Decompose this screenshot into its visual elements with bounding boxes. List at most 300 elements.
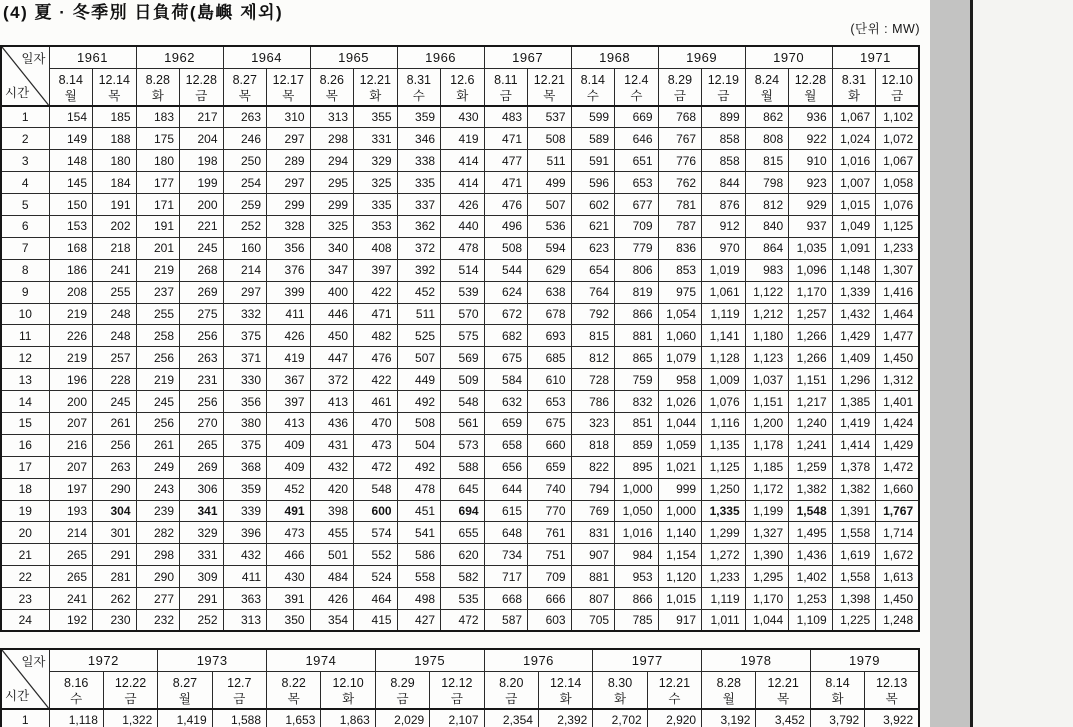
weekday-label: 금 [673, 88, 686, 103]
load-cell: 356 [267, 237, 311, 259]
load-cell: 751 [528, 544, 572, 566]
year-header: 1979 [810, 649, 919, 671]
load-cell: 398 [310, 500, 354, 522]
hour-label: 18 [1, 478, 49, 500]
load-cell: 1,016 [615, 522, 659, 544]
date-label: 12.17 [272, 72, 304, 87]
weekday-label: 월 [178, 691, 191, 706]
load-cell: 420 [310, 478, 354, 500]
load-cell: 409 [267, 434, 311, 456]
load-cell: 446 [310, 303, 354, 325]
load-cell: 1,217 [789, 391, 833, 413]
load-cell: 290 [93, 478, 137, 500]
date-label: 12.6 [450, 72, 475, 87]
corner-hour-label: 시간 [5, 86, 30, 100]
weekday-label: 금 [450, 691, 463, 706]
load-cell: 471 [354, 303, 398, 325]
load-cell: 1,180 [745, 325, 789, 347]
load-cell: 1,863 [321, 709, 375, 727]
load-cell: 291 [180, 588, 224, 610]
load-cell: 477 [484, 150, 528, 172]
load-cell: 858 [702, 128, 746, 150]
load-cell: 1,241 [789, 434, 833, 456]
load-cell: 1,076 [876, 194, 920, 216]
load-cell: 391 [267, 588, 311, 610]
load-cell: 1,079 [658, 347, 702, 369]
load-cell: 197 [49, 478, 93, 500]
load-cell: 397 [354, 259, 398, 281]
load-cell: 248 [93, 325, 137, 347]
load-cell: 168 [49, 237, 93, 259]
load-cell: 535 [441, 588, 485, 610]
load-cell: 191 [136, 215, 180, 237]
load-cell: 599 [571, 106, 615, 128]
load-cell: 392 [397, 259, 441, 281]
load-cell: 1,240 [789, 412, 833, 434]
load-cell: 265 [49, 566, 93, 588]
load-cell: 431 [310, 434, 354, 456]
load-cell: 798 [745, 172, 789, 194]
load-cell: 693 [528, 325, 572, 347]
load-cell: 1,054 [658, 303, 702, 325]
load-cell: 866 [615, 303, 659, 325]
load-cell: 761 [528, 522, 572, 544]
load-cell: 1,401 [876, 391, 920, 413]
load-cell: 658 [484, 434, 528, 456]
hour-label: 3 [1, 150, 49, 172]
load-cell: 694 [441, 500, 485, 522]
load-cell: 207 [49, 412, 93, 434]
load-cell: 876 [702, 194, 746, 216]
table-row [1, 522, 919, 544]
load-cell: 929 [789, 194, 833, 216]
load-cell: 574 [354, 522, 398, 544]
load-cell: 1,402 [789, 566, 833, 588]
load-cell: 865 [615, 347, 659, 369]
load-cell: 1,266 [789, 347, 833, 369]
load-cell: 812 [571, 347, 615, 369]
date-header [103, 671, 157, 709]
weekday-label: 화 [151, 88, 164, 103]
hour-label: 14 [1, 391, 49, 413]
load-cell: 1,125 [702, 456, 746, 478]
load-cell: 682 [484, 325, 528, 347]
load-cell: 812 [745, 194, 789, 216]
load-cell: 569 [441, 347, 485, 369]
table-row [1, 456, 919, 478]
date-label: 12.21 [359, 72, 391, 87]
load-cell: 818 [571, 434, 615, 456]
load-cell: 298 [136, 544, 180, 566]
hour-label: 20 [1, 522, 49, 544]
load-cell: 297 [223, 281, 267, 303]
load-cell: 426 [441, 194, 485, 216]
date-label: 12.14 [549, 675, 582, 690]
load-cell: 1,154 [658, 544, 702, 566]
load-cell: 659 [528, 456, 572, 478]
load-cell: 544 [484, 259, 528, 281]
load-cell: 331 [180, 544, 224, 566]
load-cell: 591 [571, 150, 615, 172]
load-cell: 536 [528, 215, 572, 237]
corner-cell [1, 649, 49, 709]
load-cell: 1,059 [658, 434, 702, 456]
weekday-label: 금 [891, 88, 904, 103]
load-cell: 306 [180, 478, 224, 500]
load-cell: 836 [658, 237, 702, 259]
load-cell: 282 [136, 522, 180, 544]
load-cell: 1,011 [702, 609, 746, 631]
load-cell: 660 [528, 434, 572, 456]
load-cell: 214 [223, 259, 267, 281]
load-cell: 256 [136, 412, 180, 434]
load-cell: 472 [354, 456, 398, 478]
weekday-label: 월 [722, 691, 735, 706]
load-cell: 1,429 [832, 325, 876, 347]
year-header: 1974 [267, 649, 376, 671]
load-cell: 1,141 [702, 325, 746, 347]
date-label: 8.26 [319, 72, 344, 87]
load-cell: 1,067 [876, 150, 920, 172]
load-cell: 330 [223, 369, 267, 391]
load-cell: 289 [267, 150, 311, 172]
weekday-label: 화 [559, 691, 572, 706]
load-cell: 325 [354, 172, 398, 194]
weekday-label: 화 [456, 88, 469, 103]
load-cell: 740 [528, 478, 572, 500]
load-cell: 492 [397, 456, 441, 478]
load-cell: 339 [223, 500, 267, 522]
load-cell: 323 [571, 412, 615, 434]
load-cell: 258 [136, 325, 180, 347]
load-cell: 669 [615, 106, 659, 128]
hour-label: 22 [1, 566, 49, 588]
load-cell: 237 [136, 281, 180, 303]
year-header: 1976 [484, 649, 593, 671]
date-header [49, 68, 93, 106]
date-label: 8.29 [667, 72, 693, 87]
load-cell: 514 [441, 259, 485, 281]
hour-label: 21 [1, 544, 49, 566]
load-cell: 675 [484, 347, 528, 369]
load-cell: 476 [484, 194, 528, 216]
load-cell: 245 [180, 237, 224, 259]
date-header [397, 68, 441, 106]
load-cell: 1,390 [745, 544, 789, 566]
load-cell: 281 [93, 566, 137, 588]
load-cell: 207 [49, 456, 93, 478]
load-cell: 705 [571, 609, 615, 631]
load-cell: 1,253 [789, 588, 833, 610]
hour-label: 17 [1, 456, 49, 478]
load-cell: 148 [49, 150, 93, 172]
load-cell: 1,385 [832, 391, 876, 413]
load-cell: 666 [528, 588, 572, 610]
date-header [484, 671, 538, 709]
load-cell: 399 [267, 281, 311, 303]
load-cell: 354 [310, 609, 354, 631]
load-cell: 768 [658, 106, 702, 128]
weekday-label: 화 [831, 691, 844, 706]
load-cell: 769 [571, 500, 615, 522]
load-cell: 304 [93, 500, 137, 522]
load-cell: 245 [136, 391, 180, 413]
date-label: 8.16 [64, 675, 89, 690]
load-cell: 1,058 [876, 172, 920, 194]
load-cell: 815 [571, 325, 615, 347]
load-cell: 912 [702, 215, 746, 237]
load-cell: 654 [571, 259, 615, 281]
date-header [528, 68, 572, 106]
load-cell: 623 [571, 237, 615, 259]
load-cell: 548 [441, 391, 485, 413]
load-cell: 548 [354, 478, 398, 500]
date-header [267, 671, 321, 709]
load-cell: 1,672 [876, 544, 920, 566]
load-cell: 396 [223, 522, 267, 544]
load-cell: 1,472 [876, 456, 920, 478]
load-cell: 1,170 [745, 588, 789, 610]
table-row [1, 150, 919, 172]
hour-label: 16 [1, 434, 49, 456]
load-cell: 840 [745, 215, 789, 237]
load-cell: 255 [93, 281, 137, 303]
load-cell: 1,060 [658, 325, 702, 347]
load-cell: 1,118 [49, 709, 103, 727]
load-cell: 1,653 [267, 709, 321, 727]
load-cell: 653 [528, 391, 572, 413]
load-cell: 149 [49, 128, 93, 150]
load-cell: 154 [49, 106, 93, 128]
load-cell: 217 [180, 106, 224, 128]
load-cell: 1,200 [745, 412, 789, 434]
load-cell: 473 [267, 522, 311, 544]
load-cell: 356 [223, 391, 267, 413]
corner-date-label: 일자 [21, 52, 46, 66]
load-cell: 256 [180, 391, 224, 413]
load-cell: 341 [180, 500, 224, 522]
load-cell: 1,021 [658, 456, 702, 478]
table-row [1, 215, 919, 237]
date-header [876, 68, 920, 106]
date-label: 8.20 [499, 675, 524, 690]
page-title: (4) 夏 · 冬季別 日負荷(島嶼 제외) [3, 3, 284, 22]
hour-label: 11 [1, 325, 49, 347]
load-cell: 1,128 [702, 347, 746, 369]
load-cell: 192 [49, 609, 93, 631]
load-cell: 328 [267, 215, 311, 237]
table-row [1, 412, 919, 434]
load-cell: 881 [571, 566, 615, 588]
load-cell: 325 [310, 215, 354, 237]
load-cell: 1,091 [832, 237, 876, 259]
weekday-label: 금 [717, 88, 730, 103]
date-header [832, 68, 876, 106]
load-cell: 525 [397, 325, 441, 347]
table-row [1, 172, 919, 194]
load-cell: 478 [397, 478, 441, 500]
date-header [647, 671, 701, 709]
load-cell: 270 [180, 412, 224, 434]
load-cell: 537 [528, 106, 572, 128]
load-cell: 1,009 [702, 369, 746, 391]
corner-date-label: 일자 [21, 655, 46, 669]
load-cell: 668 [484, 588, 528, 610]
load-cell: 958 [658, 369, 702, 391]
load-cell: 1,049 [832, 215, 876, 237]
load-cell: 1,019 [702, 259, 746, 281]
load-cell: 1,767 [876, 500, 920, 522]
load-cell: 1,409 [832, 347, 876, 369]
load-cell: 999 [658, 478, 702, 500]
load-cell: 1,382 [832, 478, 876, 500]
load-cell: 259 [223, 194, 267, 216]
load-cell: 254 [223, 172, 267, 194]
load-cell: 1,558 [832, 566, 876, 588]
load-cell: 451 [397, 500, 441, 522]
load-cell: 1,414 [832, 434, 876, 456]
hour-label: 6 [1, 215, 49, 237]
load-cell: 1,122 [745, 281, 789, 303]
table-row [1, 391, 919, 413]
load-cell: 355 [354, 106, 398, 128]
load-cell: 301 [93, 522, 137, 544]
load-cell: 759 [615, 369, 659, 391]
load-cell: 2,029 [375, 709, 429, 727]
load-cell: 464 [354, 588, 398, 610]
hour-label: 15 [1, 412, 49, 434]
load-cell: 767 [658, 128, 702, 150]
load-cell: 806 [615, 259, 659, 281]
load-cell: 1,419 [832, 412, 876, 434]
load-cell: 677 [615, 194, 659, 216]
load-cell: 335 [354, 194, 398, 216]
load-cell: 728 [571, 369, 615, 391]
load-cell: 447 [310, 347, 354, 369]
load-cell: 685 [528, 347, 572, 369]
load-cell: 375 [223, 434, 267, 456]
load-cell: 180 [136, 150, 180, 172]
load-cell: 709 [528, 566, 572, 588]
date-label: 8.11 [494, 72, 518, 87]
load-cell: 310 [267, 106, 311, 128]
load-cell: 881 [615, 325, 659, 347]
table-row [1, 588, 919, 610]
load-cell: 432 [310, 456, 354, 478]
weekday-label: 목 [282, 88, 295, 103]
date-header [375, 671, 429, 709]
date-header [538, 671, 592, 709]
load-cell: 231 [180, 369, 224, 391]
load-cell: 1,035 [789, 237, 833, 259]
load-cell: 239 [136, 500, 180, 522]
load-cell: 265 [180, 434, 224, 456]
load-cell: 1,123 [745, 347, 789, 369]
table-row [1, 347, 919, 369]
load-cell: 482 [354, 325, 398, 347]
load-cell: 252 [180, 609, 224, 631]
load-cell: 180 [93, 150, 137, 172]
weekday-label: 수 [586, 88, 599, 103]
table-row [1, 106, 919, 128]
date-header [223, 68, 267, 106]
load-cell: 335 [397, 172, 441, 194]
load-cell: 1,119 [702, 588, 746, 610]
weekday-label: 금 [195, 88, 208, 103]
load-cell: 1,436 [789, 544, 833, 566]
weekday-label: 목 [777, 691, 790, 706]
load-cell: 1,096 [789, 259, 833, 281]
weekday-label: 월 [804, 88, 817, 103]
date-label: 12.14 [98, 72, 130, 87]
load-cell: 1,432 [832, 303, 876, 325]
load-cell: 1,416 [876, 281, 920, 303]
load-cell: 153 [49, 215, 93, 237]
date-label: 12.10 [881, 72, 913, 87]
load-cell: 762 [658, 172, 702, 194]
load-cell: 1,125 [876, 215, 920, 237]
load-cell: 1,233 [876, 237, 920, 259]
load-cell: 1,015 [658, 588, 702, 610]
load-cell: 504 [397, 434, 441, 456]
load-cell: 844 [702, 172, 746, 194]
load-cell: 1,151 [745, 391, 789, 413]
load-cell: 1,007 [832, 172, 876, 194]
load-cell: 256 [136, 347, 180, 369]
load-cell: 1,259 [789, 456, 833, 478]
hour-label: 9 [1, 281, 49, 303]
table-row [1, 609, 919, 631]
load-cell: 644 [484, 478, 528, 500]
load-cell: 409 [267, 456, 311, 478]
unit-label: (단위 : MW) [850, 22, 920, 36]
date-label: 8.27 [172, 675, 198, 690]
load-cell: 653 [615, 172, 659, 194]
load-cell: 338 [397, 150, 441, 172]
load-cell: 659 [484, 412, 528, 434]
load-cell: 150 [49, 194, 93, 216]
load-cell: 1,199 [745, 500, 789, 522]
load-cell: 1,391 [832, 500, 876, 522]
date-header [810, 671, 864, 709]
date-label: 8.14 [825, 675, 850, 690]
weekday-label: 목 [108, 88, 121, 103]
load-cell: 372 [310, 369, 354, 391]
load-cell: 1,398 [832, 588, 876, 610]
load-cell: 511 [397, 303, 441, 325]
date-label: 12.28 [185, 72, 217, 87]
table-row [1, 325, 919, 347]
load-cell: 175 [136, 128, 180, 150]
load-table-1961-1971 [0, 45, 920, 632]
load-cell: 466 [267, 544, 311, 566]
load-cell: 1,299 [702, 522, 746, 544]
load-cell: 1,172 [745, 478, 789, 500]
load-cell: 1,135 [702, 434, 746, 456]
load-cell: 1,037 [745, 369, 789, 391]
date-label: 8.29 [390, 675, 415, 690]
date-header [267, 68, 311, 106]
date-header [593, 671, 647, 709]
load-cell: 638 [528, 281, 572, 303]
table-row [1, 434, 919, 456]
weekday-label: 금 [505, 691, 518, 706]
load-cell: 621 [571, 215, 615, 237]
load-cell: 329 [180, 522, 224, 544]
load-cell: 3,922 [865, 709, 919, 727]
hour-label: 1 [1, 709, 49, 727]
load-cell: 329 [354, 150, 398, 172]
